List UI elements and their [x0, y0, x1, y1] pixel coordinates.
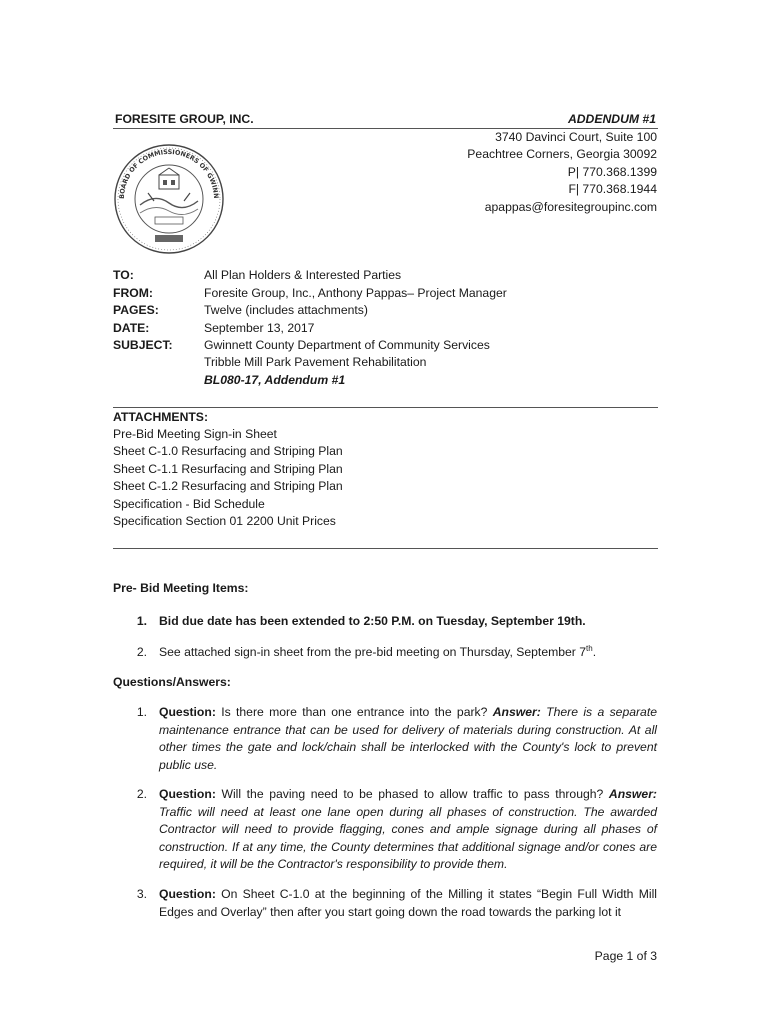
prebid-item: See attached sign-in sheet from the pre-bid meeting on Thursday, September 7th.: [159, 643, 597, 659]
company-name: FORESITE GROUP, INC.: [115, 112, 254, 126]
to-value: All Plan Holders & Interested Parties: [204, 268, 402, 282]
subject-reference: BL080-17, Addendum #1: [204, 373, 346, 387]
date-value: September 13, 2017: [204, 321, 315, 335]
county-seal-icon: [110, 143, 228, 255]
phone-line: P| 770.368.1399: [567, 164, 657, 179]
qa-heading: Questions/Answers:: [113, 675, 231, 689]
attachments-heading: ATTACHMENTS:: [113, 410, 208, 424]
list-number: 2.: [136, 645, 147, 659]
attachment-item: Sheet C-1.0 Resurfacing and Striping Plan: [113, 444, 343, 458]
fax-line: F| 770.368.1944: [568, 182, 657, 197]
list-number: 2.: [136, 787, 147, 801]
attachment-item: Sheet C-1.1 Resurfacing and Striping Plan: [113, 462, 343, 476]
date-label: DATE:: [113, 321, 150, 335]
list-number: 1.: [136, 614, 147, 628]
qa-item: Question: Will the paving need to be phased to allow traffic to pass through? Answer: Traffic will need at least one lane open during all phases of construction. The awarded Contractor will need to provide flagging, cones and ample signage during all phases of construction. If at any time, the County determines that additional signage and/or cones are required, it will be the Contractor's responsibility to provide them.: [159, 787, 657, 872]
list-number: 3.: [136, 887, 147, 901]
qa-item: Question: On Sheet C-1.0 at the beginning of the Milling it states “Begin Full Width Mill Edges and Overlay” then after you start going down the road towards the parking lot it: [159, 887, 657, 919]
qa-item: Question: Is there more than one entrance into the park? Answer: There is a separate maintenance entrance that can be used for delivery of materials during construction. At all other times the gate and lock/chain shall be interlocked with the County's lock to prevent public use.: [159, 705, 658, 772]
seal-text: BOARD OF COMMISSIONERS OF GWINN: [117, 147, 221, 200]
section-rule: [113, 548, 658, 549]
prebid-heading: Pre- Bid Meeting Items:: [113, 581, 249, 595]
attachment-item: Specification Section 01 2200 Unit Prices: [113, 514, 336, 528]
pages-label: PAGES:: [113, 303, 159, 317]
address-block: [400, 129, 657, 216]
to-label: TO:: [113, 268, 134, 282]
attachment-item: Pre-Bid Meeting Sign-in Sheet: [113, 427, 277, 441]
attachment-item: Specification - Bid Schedule: [113, 497, 265, 511]
pages-value: Twelve (includes attachments): [204, 303, 368, 317]
prebid-item: Bid due date has been extended to 2:50 P.M. on Tuesday, September 19th.: [159, 614, 586, 628]
section-rule: [113, 407, 658, 408]
addendum-title: ADDENDUM #1: [567, 112, 656, 126]
subject-line: Gwinnett County Department of Community Services: [204, 338, 490, 352]
subject-line: Tribble Mill Park Pavement Rehabilitation: [204, 355, 427, 369]
from-label: FROM:: [113, 286, 153, 300]
email-line: apappas@foresitegroupinc.com: [484, 199, 657, 214]
list-number: 1.: [136, 705, 147, 719]
attachment-item: Sheet C-1.2 Resurfacing and Striping Plan: [113, 479, 343, 493]
subject-label: SUBJECT:: [113, 338, 173, 352]
page-number: Page 1 of 3: [594, 949, 657, 963]
address-line: Peachtree Corners, Georgia 30092: [467, 147, 657, 162]
from-value: Foresite Group, Inc., Anthony Pappas– Project Manager: [204, 286, 507, 300]
address-line: 3740 Davinci Court, Suite 100: [495, 130, 657, 144]
